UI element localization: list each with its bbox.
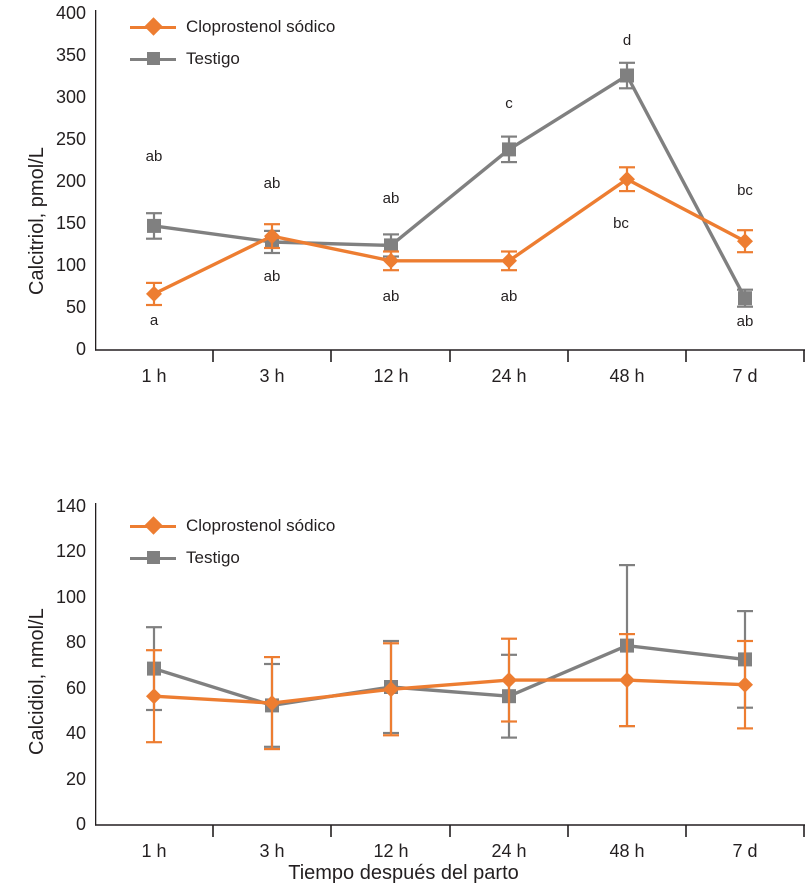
y-tick-label: 300	[55, 87, 86, 107]
annotation-label: ab	[382, 288, 400, 305]
legend-marker-diamond-icon	[130, 516, 176, 536]
legend-calcidiol	[130, 513, 335, 577]
legend-item-testigo[interactable]	[130, 545, 335, 571]
chart-calcidiol	[0, 470, 807, 861]
annotation-label: ab	[500, 288, 518, 305]
annotation-label: ab	[263, 175, 281, 192]
y-axis-label-calcitriol: Calcitriol, pmol/L	[26, 147, 48, 295]
legend-label: Testigo	[186, 548, 240, 567]
y-tick-label: 100	[55, 587, 86, 607]
legend-marker-square-icon	[130, 548, 176, 568]
x-tick-label: 24 h	[491, 366, 527, 386]
legend-label: Cloprostenol sódico	[186, 516, 336, 535]
y-tick-label: 0	[75, 814, 86, 834]
legend-marker-diamond-icon	[130, 17, 176, 37]
x-tick-label: 48 h	[609, 366, 645, 386]
legend-marker-square-icon	[130, 49, 176, 69]
x-tick-label: 48 h	[609, 841, 645, 861]
y-tick-label: 40	[65, 723, 86, 743]
x-tick-label: 12 h	[373, 366, 409, 386]
annotation-label: c	[505, 95, 513, 112]
x-tick-label: 12 h	[373, 841, 409, 861]
chart-calcitriol	[0, 0, 807, 400]
y-tick-label: 100	[55, 255, 86, 275]
legend-label: Testigo	[186, 49, 240, 68]
x-axis-label: Tiempo después del parto	[288, 862, 519, 884]
y-tick-label: 0	[75, 339, 86, 359]
annotation-label: bc	[737, 182, 753, 199]
y-tick-label: 150	[55, 213, 86, 233]
y-tick-label: 250	[55, 129, 86, 149]
annotation-label: ab	[263, 268, 281, 285]
y-axis-label-calcidiol: Calcidiol, nmol/L	[26, 608, 48, 755]
y-tick-label: 140	[55, 496, 86, 516]
annotation-label: ab	[736, 313, 754, 330]
x-tick-label: 24 h	[491, 841, 527, 861]
legend-label: Cloprostenol sódico	[186, 17, 336, 36]
annotation-label: bc	[613, 215, 629, 232]
y-tick-label: 200	[55, 171, 86, 191]
legend-item-cloprostenol[interactable]	[130, 14, 335, 40]
annotation-label: a	[149, 312, 159, 329]
x-tick-label: 3 h	[259, 366, 285, 386]
y-tick-label: 120	[55, 541, 86, 561]
y-tick-label: 20	[65, 769, 86, 789]
x-tick-label: 1 h	[141, 366, 167, 386]
y-tick-label: 50	[65, 297, 86, 317]
y-tick-label: 350	[55, 45, 86, 65]
legend-item-testigo[interactable]	[130, 46, 335, 72]
legend-calcitriol	[130, 14, 335, 78]
y-tick-label: 60	[65, 678, 86, 698]
annotation-label: ab	[145, 148, 163, 165]
x-tick-label: 1 h	[141, 841, 167, 861]
x-tick-label: 7 d	[732, 841, 758, 861]
legend-item-cloprostenol[interactable]	[130, 513, 335, 539]
annotation-label: ab	[382, 190, 400, 207]
x-tick-label: 7 d	[732, 366, 758, 386]
x-tick-label: 3 h	[259, 841, 285, 861]
y-tick-label: 400	[55, 3, 86, 23]
y-tick-label: 80	[65, 632, 86, 652]
annotation-label: d	[622, 32, 632, 49]
